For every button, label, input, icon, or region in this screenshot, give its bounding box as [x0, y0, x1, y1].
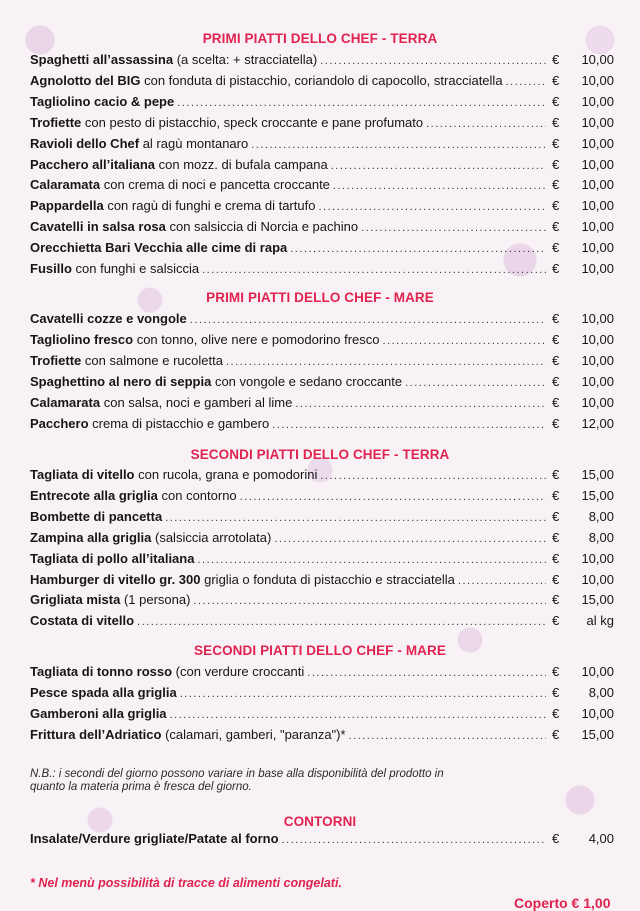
euro-symbol: €: [552, 415, 560, 431]
dot-leader: [506, 76, 546, 88]
euro-symbol: €: [552, 72, 560, 88]
dish-description: con fonduta di pistacchio, coriandolo di capocollo, stracciatella: [144, 72, 503, 88]
dish-description: con salsa, noci e gamberi al lime: [103, 394, 293, 410]
dish-name: Grigliata mista: [30, 592, 121, 608]
menu-item-row: [30, 727, 614, 747]
dish-name: Spaghettino al nero di seppia: [30, 373, 212, 389]
euro-symbol: €: [552, 487, 560, 503]
dish-name: Bombette di pancetta: [30, 508, 163, 524]
dot-leader: [272, 419, 546, 431]
menu-item-row: [30, 52, 614, 72]
dot-leader: [193, 595, 546, 607]
euro-symbol: €: [552, 156, 560, 172]
section-title-contorni: CONTORNI: [283, 814, 357, 829]
dish-price: 10,00: [581, 114, 614, 130]
dot-leader: [320, 55, 546, 67]
dish-price: 10,00: [581, 198, 614, 214]
dot-leader: [202, 264, 546, 276]
dish-name: Tagliata di tonno rosso: [30, 664, 173, 679]
euro-symbol: €: [552, 135, 560, 151]
menu-item-name-group: [30, 395, 292, 410]
dish-name: Insalate/Verdure grigliate/Patate al forno: [30, 831, 279, 846]
dish-description: (1 persona): [123, 592, 191, 608]
dish-price: 10,00: [581, 664, 614, 679]
menu-item-row: [30, 685, 614, 705]
dish-name: Costata di vitello: [30, 613, 135, 629]
dot-leader: [177, 97, 546, 109]
menu-item-name-group: [30, 136, 248, 151]
dot-leader: [251, 139, 546, 151]
dot-leader: [137, 616, 546, 628]
dish-price: 8,00: [588, 508, 614, 524]
dish-description: al ragù montanaro: [142, 135, 249, 151]
dish-description: con tonno, olive nere e pomodorino fresco: [136, 331, 380, 347]
dot-leader: [333, 180, 546, 192]
dot-leader: [282, 834, 546, 846]
menu-item-row: [30, 509, 614, 529]
section-title-primi-piatti-dello-chef-mare: PRIMI PIATTI DELLO CHEF - MARE: [206, 290, 434, 305]
euro-symbol: €: [552, 177, 560, 193]
euro-symbol: €: [552, 571, 560, 587]
dish-price: 15,00: [581, 487, 614, 503]
dish-price: 15,00: [581, 592, 614, 608]
dish-name: Agnolotto del BIG: [30, 72, 141, 88]
dish-name: Gamberoni alla griglia: [30, 705, 167, 721]
dish-name: Tagliata di pollo all’italiana: [30, 550, 195, 566]
dish-price: 4,00: [588, 831, 614, 846]
euro-symbol: €: [552, 394, 560, 410]
menu-item-row: [30, 94, 614, 114]
menu-item-name-group: [30, 353, 223, 368]
dish-name: Cavatelli cozze e vongole: [30, 311, 187, 326]
dish-name: Cavatelli in salsa rosa: [30, 219, 166, 235]
dish-name: Fusillo: [30, 261, 72, 276]
dot-leader: [240, 491, 546, 503]
dish-price: 10,00: [581, 352, 614, 368]
menu-item-name-group: [30, 685, 177, 700]
cover-charge-text: Coperto € 1,00: [514, 895, 611, 911]
dish-description: con rucola, grana e pomodorini: [138, 467, 318, 482]
availability-note: N.B.: i secondi del giorno possono variare in base alla disponibilità del prodotto in quanto la materia prima è fresca del giorno.: [30, 768, 444, 793]
dish-price: 10,00: [581, 52, 614, 67]
menu-item-row: [30, 374, 614, 394]
dish-price: 10,00: [581, 311, 614, 326]
menu-item-row: [30, 467, 614, 487]
frozen-footnote: * Nel menù possibilità di tracce di alimenti congelati.: [30, 876, 342, 890]
euro-symbol: €: [552, 311, 560, 326]
menu-item-row: [30, 664, 614, 684]
menu-item-row: [30, 73, 614, 93]
dish-name: Pesce spada alla griglia: [30, 684, 177, 700]
dish-price: 10,00: [581, 394, 614, 410]
dish-name: Pacchero all’italiana: [30, 156, 156, 172]
dish-name: Orecchietta Bari Vecchia alle cime di rapa: [30, 240, 288, 256]
euro-symbol: €: [552, 331, 560, 347]
menu-item-row: [30, 530, 614, 550]
euro-symbol: €: [552, 664, 560, 679]
euro-symbol: €: [552, 529, 560, 545]
dot-leader: [295, 398, 546, 410]
menu-item-row: [30, 115, 614, 135]
dish-price: 10,00: [581, 261, 614, 276]
euro-symbol: €: [552, 373, 560, 389]
dot-leader: [318, 201, 546, 213]
euro-symbol: €: [552, 52, 560, 67]
menu-item-row: [30, 353, 614, 373]
dish-name: Spaghetti all’assassina: [30, 52, 174, 67]
menu-item-row: [30, 592, 614, 612]
dish-name: Tagliata di vitello: [30, 467, 135, 482]
dish-description: con vongole e sedano croccante: [214, 373, 403, 389]
menu-item-name-group: [30, 488, 237, 503]
euro-symbol: €: [552, 726, 560, 742]
dish-price: 15,00: [581, 726, 614, 742]
dish-description: con contorno: [161, 487, 237, 503]
dot-leader: [274, 533, 546, 545]
dish-name: Ravioli dello Chef: [30, 135, 140, 151]
menu-item-name-group: [30, 73, 503, 88]
menu-item-name-group: [30, 94, 174, 109]
dish-description: crema di pistacchio e gambero: [92, 415, 270, 431]
dish-price: 12,00: [581, 415, 614, 431]
euro-symbol: €: [552, 261, 560, 276]
menu-item-row: [30, 488, 614, 508]
menu-item-name-group: [30, 157, 328, 172]
dish-name: Frittura dell’Adriatico: [30, 726, 162, 742]
menu-item-name-group: [30, 115, 423, 130]
dot-leader: [349, 730, 546, 742]
menu-item-name-group: [30, 240, 287, 255]
dot-leader: [226, 356, 546, 368]
dish-price: 10,00: [581, 240, 614, 256]
dish-price: 10,00: [581, 705, 614, 721]
menu-item-name-group: [30, 374, 402, 389]
euro-symbol: €: [552, 831, 560, 846]
euro-symbol: €: [552, 705, 560, 721]
menu-item-name-group: [30, 467, 317, 482]
menu-item-name-group: [30, 572, 455, 587]
menu-item-name-group: [30, 530, 271, 545]
dish-price: 10,00: [581, 571, 614, 587]
dot-leader: [165, 512, 546, 524]
menu-item-row: [30, 177, 614, 197]
menu-item-name-group: [30, 52, 317, 67]
dot-leader: [320, 470, 546, 482]
menu-item-row: [30, 198, 614, 218]
menu-item-name-group: [30, 311, 187, 326]
menu-item-name-group: [30, 664, 304, 679]
euro-symbol: €: [552, 467, 560, 482]
dish-price: al kg: [586, 613, 614, 629]
dot-leader: [180, 688, 546, 700]
dish-price: 10,00: [581, 93, 614, 109]
section-title-secondi-piatti-dello-chef-mare: SECONDI PIATTI DELLO CHEF - MARE: [194, 643, 446, 658]
dot-leader: [190, 314, 546, 326]
dot-leader: [458, 575, 546, 587]
dish-price: 10,00: [581, 177, 614, 193]
menu-item-name-group: [30, 831, 279, 846]
dish-name: Zampina alla griglia: [30, 529, 152, 545]
menu-item-name-group: [30, 727, 346, 742]
euro-symbol: €: [552, 114, 560, 130]
menu-item-row: [30, 240, 614, 260]
dish-name: Entrecote alla griglia: [30, 487, 158, 503]
dish-name: Tagliolino fresco: [30, 331, 134, 347]
menu-item-name-group: [30, 177, 330, 192]
euro-symbol: €: [552, 93, 560, 109]
menu-item-name-group: [30, 706, 167, 721]
menu-item-row: [30, 706, 614, 726]
dot-leader: [426, 118, 546, 130]
dish-name: Trofiette: [30, 114, 82, 130]
euro-symbol: €: [552, 550, 560, 566]
dot-leader: [290, 243, 546, 255]
dish-price: 10,00: [581, 156, 614, 172]
menu-item-row: [30, 551, 614, 571]
dot-leader: [383, 335, 546, 347]
dot-leader: [197, 554, 546, 566]
dish-description: con ragù di funghi e crema di tartufo: [107, 198, 316, 214]
dish-price: 15,00: [581, 467, 614, 482]
dish-description: (con verdure croccanti: [175, 664, 305, 679]
dish-description: con salsiccia di Norcia e pachino: [169, 219, 359, 235]
dish-name: Calamarata: [30, 394, 101, 410]
section-title-secondi-piatti-dello-chef-terra: SECONDI PIATTI DELLO CHEF - TERRA: [190, 447, 450, 462]
dot-leader: [331, 160, 546, 172]
dish-price: 10,00: [581, 331, 614, 347]
menu-item-name-group: [30, 261, 199, 276]
menu-item-row: [30, 261, 614, 281]
dot-leader: [361, 222, 546, 234]
dish-name: Pappardella: [30, 198, 104, 214]
euro-symbol: €: [552, 219, 560, 235]
dish-description: con crema di noci e pancetta croccante: [103, 177, 330, 193]
euro-symbol: €: [552, 592, 560, 608]
menu-item-row: [30, 332, 614, 352]
menu-item-row: [30, 395, 614, 415]
dish-price: 8,00: [588, 529, 614, 545]
menu-item-row: [30, 416, 614, 436]
euro-symbol: €: [552, 240, 560, 256]
menu-item-row: [30, 136, 614, 156]
dish-description: con mozz. di bufala campana: [158, 156, 328, 172]
euro-symbol: €: [552, 352, 560, 368]
menu-item-row: [30, 831, 614, 851]
dish-description: (salsiccia arrotolata): [155, 529, 272, 545]
menu-item-name-group: [30, 551, 194, 566]
dish-name: Hamburger di vitello gr. 300: [30, 571, 201, 587]
dish-name: Trofiette: [30, 352, 82, 368]
dish-description: (a scelta: + stracciatella): [176, 52, 318, 67]
section-title-primi-piatti-dello-chef-terra: PRIMI PIATTI DELLO CHEF - TERRA: [202, 31, 438, 46]
menu-item-row: [30, 311, 614, 331]
menu-item-name-group: [30, 198, 315, 213]
dish-name: Tagliolino cacio & pepe: [30, 93, 175, 109]
menu-item-row: [30, 572, 614, 592]
dish-price: 10,00: [581, 135, 614, 151]
euro-symbol: €: [552, 613, 560, 629]
dish-description: griglia o fonduta di pistacchio e stracciatella: [204, 571, 455, 587]
menu-item-name-group: [30, 613, 134, 628]
dish-price: 8,00: [588, 684, 614, 700]
dot-leader: [307, 667, 546, 679]
euro-symbol: €: [552, 198, 560, 214]
dish-name: Pacchero: [30, 415, 89, 431]
menu-item-name-group: [30, 509, 162, 524]
dish-description: (calamari, gamberi, "paranza")*: [165, 726, 346, 742]
dish-price: 10,00: [581, 550, 614, 566]
dot-leader: [170, 709, 546, 721]
euro-symbol: €: [552, 508, 560, 524]
dish-description: con pesto di pistacchio, speck croccante e pane profumato: [84, 114, 424, 130]
menu-item-name-group: [30, 219, 358, 234]
dish-description: con salmone e rucoletta: [84, 352, 223, 368]
menu-item-row: [30, 219, 614, 239]
menu-item-row: [30, 157, 614, 177]
menu-item-row: [30, 613, 614, 633]
dish-name: Calaramata: [30, 177, 101, 193]
dot-leader: [405, 377, 546, 389]
menu-item-name-group: [30, 592, 190, 607]
dish-price: 10,00: [581, 72, 614, 88]
menu-item-name-group: [30, 416, 269, 431]
dish-price: 10,00: [581, 219, 614, 235]
menu-item-name-group: [30, 332, 380, 347]
dish-price: 10,00: [581, 373, 614, 389]
euro-symbol: €: [552, 684, 560, 700]
dish-description: con funghi e salsiccia: [75, 261, 200, 276]
